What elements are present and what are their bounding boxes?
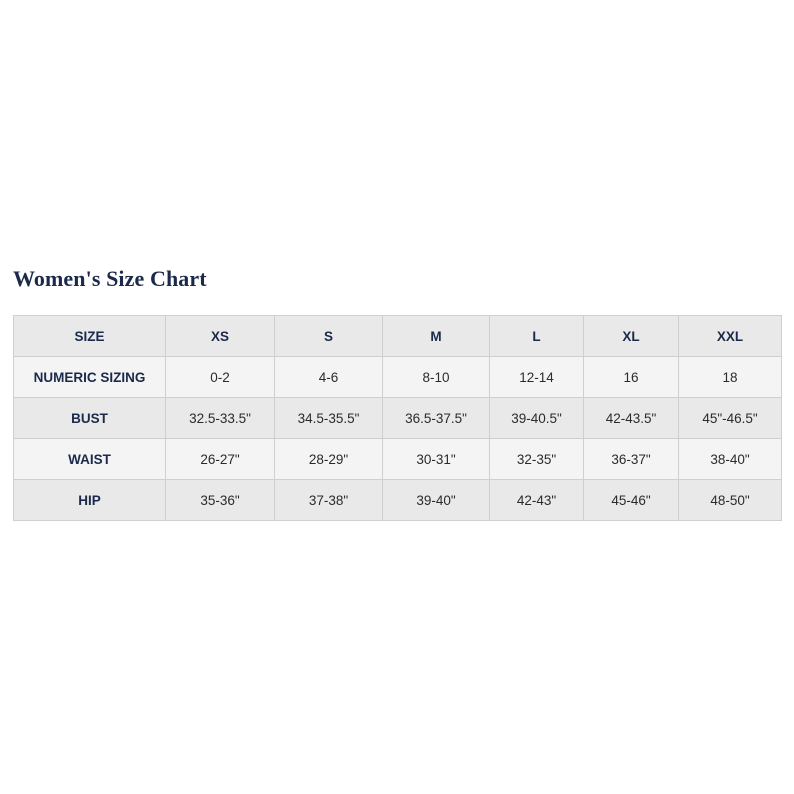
table-cell: 45"-46.5"	[679, 398, 782, 439]
table-cell: 39-40"	[383, 480, 490, 521]
row-label-bust: BUST	[14, 398, 166, 439]
table-cell: 32.5-33.5"	[166, 398, 275, 439]
table-cell: 16	[584, 357, 679, 398]
size-header-xs: XS	[166, 316, 275, 357]
size-header-l: L	[490, 316, 584, 357]
table-row-waist	[14, 439, 782, 480]
page-title: Women's Size Chart	[13, 266, 207, 291]
table-cell: 48-50"	[679, 480, 782, 521]
table-cell: 36-37"	[584, 439, 679, 480]
table-cell: 45-46"	[584, 480, 679, 521]
row-label-waist: WAIST	[14, 439, 166, 480]
size-chart-table	[13, 315, 782, 521]
table-cell: 32-35"	[490, 439, 584, 480]
size-header-m: M	[383, 316, 490, 357]
table-cell: 39-40.5"	[490, 398, 584, 439]
size-header-xxl: XXL	[679, 316, 782, 357]
size-header-s: S	[275, 316, 383, 357]
table-cell: 28-29"	[275, 439, 383, 480]
table-cell: 35-36"	[166, 480, 275, 521]
table-cell: 37-38"	[275, 480, 383, 521]
table-cell: 12-14	[490, 357, 584, 398]
table-row-numeric-sizing	[14, 357, 782, 398]
table-cell: 38-40"	[679, 439, 782, 480]
table-cell: 42-43.5"	[584, 398, 679, 439]
table-row-hip	[14, 480, 782, 521]
row-label-numeric-sizing: NUMERIC SIZING	[14, 357, 166, 398]
table-cell: 30-31"	[383, 439, 490, 480]
row-label-hip: HIP	[14, 480, 166, 521]
table-cell: 26-27"	[166, 439, 275, 480]
table-row-bust	[14, 398, 782, 439]
size-header-xl: XL	[584, 316, 679, 357]
table-cell: 36.5-37.5"	[383, 398, 490, 439]
table-header-row	[14, 316, 782, 357]
table-cell: 34.5-35.5"	[275, 398, 383, 439]
table-cell: 8-10	[383, 357, 490, 398]
table-cell: 18	[679, 357, 782, 398]
table-cell: 0-2	[166, 357, 275, 398]
size-header-label: SIZE	[14, 316, 166, 357]
table-cell: 42-43"	[490, 480, 584, 521]
table-cell: 4-6	[275, 357, 383, 398]
